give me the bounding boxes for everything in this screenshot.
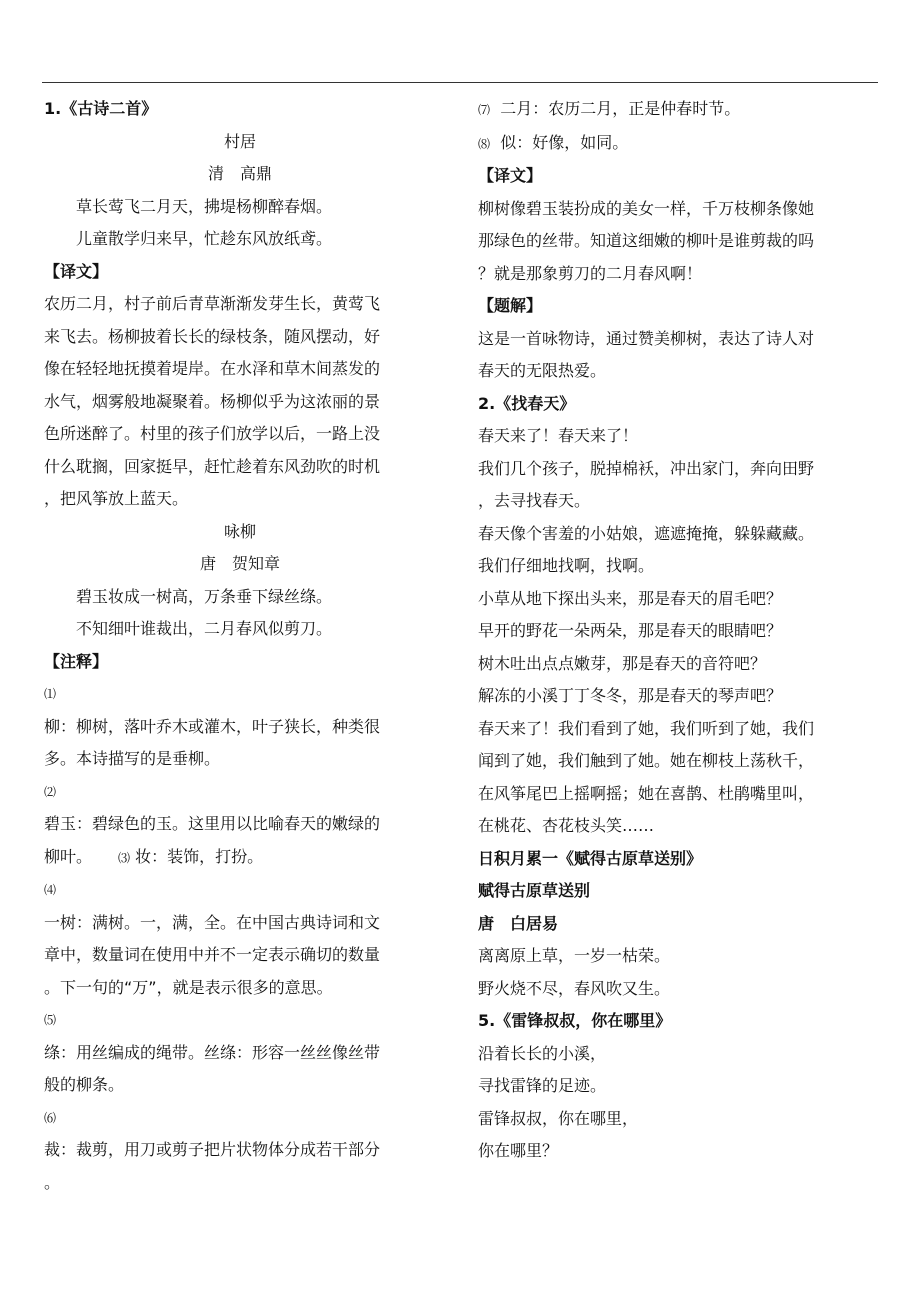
poem-line: 你在哪里？ bbox=[478, 1141, 559, 1160]
note-line: 一树：满树。一，满，全。在中国古典诗词和文 bbox=[44, 912, 381, 932]
top-rule bbox=[42, 82, 878, 83]
note-line: 。 bbox=[44, 1172, 61, 1192]
text-line: 春天像个害羞的小姑娘，遮遮掩掩，躲躲藏藏。 bbox=[478, 523, 815, 543]
note-number: ⑸ bbox=[44, 1013, 57, 1027]
text-line: 在风筝尾巴上摇啊摇；她在喜鹊、杜鹃嘴里叫， bbox=[478, 783, 815, 803]
translation-line: 什么耽搁，回家挺早，赶忙趁着东风劲吹的时机 bbox=[44, 456, 381, 476]
text-line: 春天来了！我们看到了她，我们听到了她，我们 bbox=[478, 718, 815, 738]
translation-line: 像在轻轻地抚摸着堤岸。在水泽和草木间蒸发的 bbox=[44, 359, 381, 378]
translation-line: 那绿色的丝带。知道这细嫩的柳叶是谁剪裁的吗 bbox=[478, 231, 815, 250]
note-number: ⑻ bbox=[478, 136, 491, 151]
analysis-heading: 【题解】 bbox=[478, 296, 543, 315]
note-text: 柳叶。 bbox=[44, 846, 93, 866]
text-line: 树木吐出点点嫩芽，那是春天的音符吧？ bbox=[478, 653, 767, 673]
section-heading-daily: 日积月累一《赋得古原草送别》 bbox=[478, 848, 703, 868]
note-number: ⑴ bbox=[44, 687, 57, 701]
note-text: 似：好像，如同。 bbox=[500, 132, 629, 152]
translation-line: 色所迷醉了。村里的孩子们放学以后，一路上没 bbox=[44, 424, 381, 443]
note-line: 多。本诗描写的是垂柳。 bbox=[44, 749, 221, 768]
poem-line: 寻找雷锋的足迹。 bbox=[478, 1076, 607, 1095]
note-line bbox=[44, 841, 436, 875]
section-heading-spring: 2.《找春天》 bbox=[478, 393, 576, 413]
note-line: 柳：柳树，落叶乔木或灌木，叶子狭长，种类很 bbox=[44, 716, 381, 736]
poem-line: 碧玉妆成一树高，万条垂下绿丝绦。 bbox=[76, 586, 333, 606]
text-line: 早开的野花一朵两朵，那是春天的眼睛吧？ bbox=[478, 621, 783, 640]
translation-line: 农历二月，村子前后青草渐渐发芽生长，黄莺飞 bbox=[44, 294, 381, 313]
note-line: 般的柳条。 bbox=[44, 1075, 125, 1094]
note-line bbox=[478, 93, 878, 127]
poem-line: 不知细叶谁裁出，二月春风似剪刀。 bbox=[76, 619, 333, 638]
poem-line: 儿童散学归来早，忙趁东风放纸鸢。 bbox=[76, 229, 333, 248]
text-line: 我们几个孩子，脱掉棉袄，冲出家门，奔向田野 bbox=[478, 458, 815, 478]
text-line: 春天来了！春天来了！ bbox=[478, 426, 639, 445]
note-number: ⑶ bbox=[118, 850, 131, 865]
note-text: 二月：农历二月，正是仲春时节。 bbox=[500, 99, 741, 118]
analysis-line: 这是一首咏物诗，通过赞美柳树，表达了诗人对 bbox=[478, 328, 815, 348]
translation-line: ，把风筝放上蓝天。 bbox=[44, 489, 189, 508]
translation-line: 来飞去。杨柳披着长长的绿枝条，随风摆动，好 bbox=[44, 326, 381, 346]
left-column bbox=[44, 93, 436, 1199]
note-line: 。下一句的“万”，就是表示很多的意思。 bbox=[44, 977, 333, 997]
poem-author-hezhizhang: 唐 贺知章 bbox=[199, 554, 280, 573]
poem-line: 草长莺飞二月天，拂堤杨柳醉春烟。 bbox=[76, 196, 333, 216]
analysis-line: 春天的无限热爱。 bbox=[478, 361, 607, 380]
section-heading-poems: 1.《古诗二首》 bbox=[44, 99, 158, 118]
poem-title-yongliu: 咏柳 bbox=[223, 521, 256, 541]
note-line: 碧玉：碧绿色的玉。这里用以比喻春天的嫩绿的 bbox=[44, 814, 381, 833]
text-line: 我们仔细地找啊，找啊。 bbox=[478, 556, 655, 575]
poem-line: 野火烧不尽，春风吹又生。 bbox=[478, 978, 671, 998]
poem-author-baijuyi: 唐 白居易 bbox=[478, 913, 559, 933]
note-line bbox=[478, 127, 878, 161]
text-line: 在桃花、杏花枝头笑…… bbox=[478, 816, 655, 835]
text-line: ，去寻找春天。 bbox=[478, 491, 591, 510]
note-number: ⑹ bbox=[44, 1110, 57, 1125]
note-line: 绦：用丝编成的绳带。丝绦：形容一丝丝像丝带 bbox=[44, 1042, 381, 1062]
poem-line: 雷锋叔叔，你在哪里， bbox=[478, 1108, 639, 1128]
poem-line: 沿着长长的小溪， bbox=[478, 1043, 607, 1063]
poem-line: 离离原上草，一岁一枯荣。 bbox=[478, 946, 671, 965]
translation-line: 柳树像碧玉装扮成的美女一样，千万枝柳条像她 bbox=[478, 198, 815, 218]
translation-line: ？就是那象剪刀的二月春风啊！ bbox=[478, 263, 703, 283]
translation-heading: 【译文】 bbox=[478, 166, 543, 185]
note-number: ⑺ bbox=[478, 103, 491, 117]
note-line: 裁：裁剪，用刀或剪子把片状物体分成若干部分 bbox=[44, 1140, 381, 1159]
poem-author-gaoding: 清 高鼎 bbox=[207, 164, 272, 183]
text-line: 解冻的小溪丁丁冬冬，那是春天的琴声吧？ bbox=[478, 686, 783, 705]
text-line: 闻到了她，我们触到了她。她在柳枝上荡秋千， bbox=[478, 751, 815, 770]
note-number: ⑵ bbox=[44, 784, 57, 799]
translation-line: 水气，烟雾般地凝聚着。杨柳似乎为这浓丽的景 bbox=[44, 391, 381, 411]
poem-title-cunju: 村居 bbox=[223, 131, 256, 151]
section-heading-leifeng: 5.《雷锋叔叔，你在哪里》 bbox=[478, 1011, 672, 1030]
text-line: 小草从地下探出头来，那是春天的眉毛吧？ bbox=[478, 588, 783, 608]
poem-title-grass: 赋得古原草送别 bbox=[478, 881, 591, 900]
translation-heading: 【译文】 bbox=[44, 261, 109, 281]
right-column bbox=[478, 93, 878, 1168]
note-number: ⑷ bbox=[44, 883, 57, 897]
note-line: 章中，数量词在使用中并不一定表示确切的数量 bbox=[44, 945, 381, 964]
notes-heading: 【注释】 bbox=[44, 651, 109, 671]
note-text: 妆：装饰，打扮。 bbox=[135, 846, 264, 866]
